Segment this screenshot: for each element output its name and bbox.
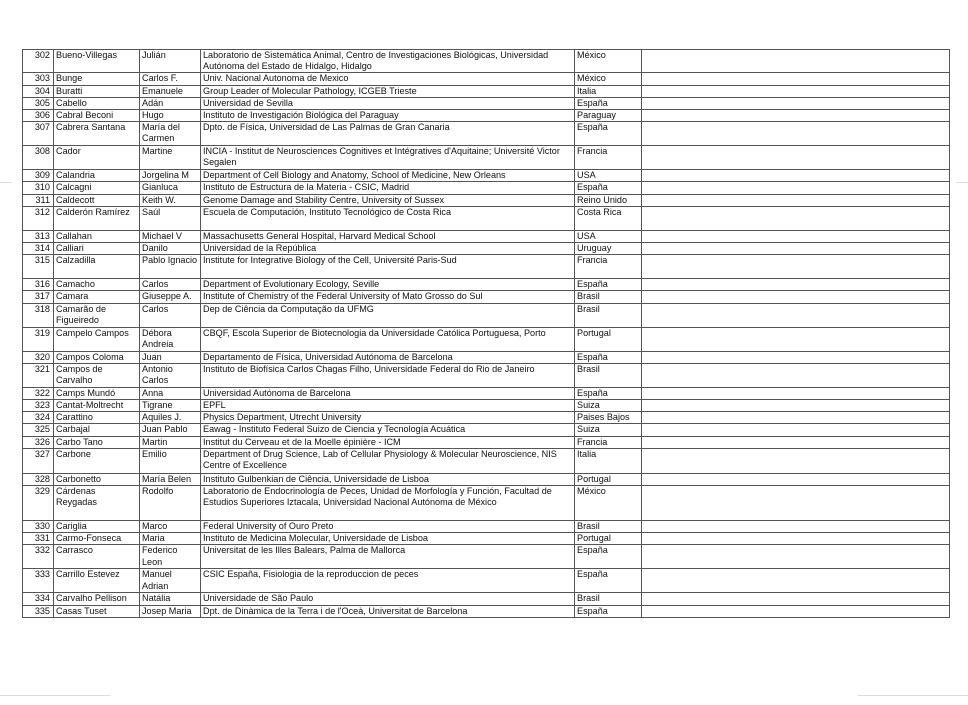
cell-institution: Instituto Gulbenkian de Ciência, Universidade de Lisboa [201, 473, 575, 485]
footer-line-left [0, 695, 110, 696]
cell-first-name: Manuel Adrian [140, 569, 201, 593]
cell-empty [642, 85, 950, 97]
cell-first-name: Carlos F. [140, 73, 201, 85]
cell-institution: Institute for Integrative Biology of the Cell, Université Paris-Sud [201, 255, 575, 279]
cell-number: 330 [23, 521, 54, 533]
cell-number: 308 [23, 146, 54, 170]
cell-first-name: Federico Leon [140, 545, 201, 569]
cell-empty [642, 521, 950, 533]
cell-number: 321 [23, 363, 54, 387]
cell-number: 328 [23, 473, 54, 485]
table-row [23, 593, 950, 605]
cell-number: 323 [23, 400, 54, 412]
cell-last-name: Cabello [54, 97, 140, 109]
cell-first-name: Natália [140, 593, 201, 605]
cell-institution: Departamento de Física, Universidad Autónoma de Barcelona [201, 351, 575, 363]
table-body [23, 50, 950, 618]
cell-institution: Group Leader of Molecular Pathology, ICGEB Trieste [201, 85, 575, 97]
cell-empty [642, 363, 950, 387]
cell-first-name: Anna [140, 387, 201, 399]
cell-country: Portugal [575, 533, 642, 545]
cell-country: Suiza [575, 400, 642, 412]
table-row [23, 303, 950, 327]
cell-first-name: Jorgelina M [140, 170, 201, 182]
cell-first-name: Pablo Ignacio [140, 255, 201, 279]
cell-number: 325 [23, 424, 54, 436]
cell-last-name: Carbajal [54, 424, 140, 436]
edge-line-left [0, 182, 12, 183]
cell-number: 313 [23, 230, 54, 242]
cell-first-name: Julián [140, 50, 201, 73]
participants-table [22, 49, 950, 618]
cell-last-name: Calliari [54, 243, 140, 255]
cell-empty [642, 194, 950, 206]
cell-country: Francia [575, 436, 642, 448]
cell-first-name: Emilio [140, 448, 201, 473]
table-row [23, 230, 950, 242]
cell-empty [642, 122, 950, 146]
cell-number: 318 [23, 303, 54, 327]
cell-country: España [575, 545, 642, 569]
cell-country: Brasil [575, 303, 642, 327]
cell-country: Reino Unido [575, 194, 642, 206]
cell-country: Francia [575, 146, 642, 170]
table-row [23, 50, 950, 73]
cell-last-name: Campos de Carvalho [54, 363, 140, 387]
cell-first-name: Antonio Carlos [140, 363, 201, 387]
table-row [23, 424, 950, 436]
cell-institution: Universidad de Sevilla [201, 97, 575, 109]
cell-country: Paises Bajos [575, 412, 642, 424]
cell-number: 329 [23, 486, 54, 521]
cell-first-name: Juan Pablo [140, 424, 201, 436]
cell-last-name: Campelo Campos [54, 327, 140, 351]
cell-last-name: Bunge [54, 73, 140, 85]
cell-institution: Eawag - Instituto Federal Suizo de Ciencia y Tecnología Acuática [201, 424, 575, 436]
cell-country: Francia [575, 255, 642, 279]
cell-empty [642, 400, 950, 412]
cell-country: Italia [575, 85, 642, 97]
cell-country: España [575, 605, 642, 617]
cell-last-name: Caldecott [54, 194, 140, 206]
cell-institution: Univ. Nacional Autonoma de Mexico [201, 73, 575, 85]
table-row [23, 436, 950, 448]
cell-last-name: Carattino [54, 412, 140, 424]
table-row [23, 255, 950, 279]
table-row [23, 110, 950, 122]
cell-empty [642, 279, 950, 291]
cell-first-name: Rodolfo [140, 486, 201, 521]
cell-first-name: Carlos [140, 303, 201, 327]
cell-number: 331 [23, 533, 54, 545]
cell-empty [642, 327, 950, 351]
cell-last-name: Bueno-Villegas [54, 50, 140, 73]
cell-empty [642, 486, 950, 521]
cell-empty [642, 303, 950, 327]
cell-country: Portugal [575, 327, 642, 351]
cell-institution: Instituto de Biofísica Carlos Chagas Filho, Universidade Federal do Rio de Janeiro [201, 363, 575, 387]
cell-institution: Federal University of Ouro Preto [201, 521, 575, 533]
cell-first-name: Michael V [140, 230, 201, 242]
cell-number: 312 [23, 206, 54, 230]
cell-last-name: Cárdenas Reygadas [54, 486, 140, 521]
cell-empty [642, 182, 950, 194]
cell-institution: Dpt. de Dinàmica de la Terra i de l'Oceà, Universitat de Barcelona [201, 605, 575, 617]
cell-number: 324 [23, 412, 54, 424]
cell-first-name: Josep Maria [140, 605, 201, 617]
cell-country: Brasil [575, 521, 642, 533]
cell-institution: Institute of Chemistry of the Federal University of Mato Grosso do Sul [201, 291, 575, 303]
cell-last-name: Cariglia [54, 521, 140, 533]
cell-empty [642, 230, 950, 242]
cell-last-name: Carrasco [54, 545, 140, 569]
cell-number: 302 [23, 50, 54, 73]
cell-empty [642, 533, 950, 545]
cell-number: 322 [23, 387, 54, 399]
cell-empty [642, 73, 950, 85]
cell-last-name: Camarão de Figueiredo [54, 303, 140, 327]
table-row [23, 85, 950, 97]
cell-number: 305 [23, 97, 54, 109]
cell-last-name: Calcagni [54, 182, 140, 194]
cell-number: 314 [23, 243, 54, 255]
cell-country: México [575, 50, 642, 73]
cell-number: 332 [23, 545, 54, 569]
cell-first-name: Carlos [140, 279, 201, 291]
table-row [23, 291, 950, 303]
table-row [23, 97, 950, 109]
cell-last-name: Carbone [54, 448, 140, 473]
table-row [23, 194, 950, 206]
cell-number: 333 [23, 569, 54, 593]
footer-line-right [858, 695, 968, 696]
cell-institution: Instituto de Investigación Biológica del Paraguay [201, 110, 575, 122]
cell-last-name: Buratti [54, 85, 140, 97]
edge-line-right [956, 182, 968, 183]
table-row [23, 486, 950, 521]
cell-country: Portugal [575, 473, 642, 485]
cell-number: 310 [23, 182, 54, 194]
table-row [23, 569, 950, 593]
cell-empty [642, 255, 950, 279]
cell-country: Brasil [575, 593, 642, 605]
cell-first-name: Martin [140, 436, 201, 448]
cell-country: España [575, 569, 642, 593]
table-row [23, 206, 950, 230]
cell-institution: Institut du Cerveau et de la Moelle épinière - ICM [201, 436, 575, 448]
cell-last-name: Calandria [54, 170, 140, 182]
cell-institution: Universitat de les Illes Balears, Palma de Mallorca [201, 545, 575, 569]
cell-number: 303 [23, 73, 54, 85]
table-row [23, 146, 950, 170]
cell-last-name: Carmo-Fonseca [54, 533, 140, 545]
cell-empty [642, 569, 950, 593]
cell-country: Suiza [575, 424, 642, 436]
table-row [23, 170, 950, 182]
table-row [23, 327, 950, 351]
cell-first-name: Danilo [140, 243, 201, 255]
cell-empty [642, 146, 950, 170]
table-row [23, 448, 950, 473]
cell-country: Italia [575, 448, 642, 473]
cell-country: Brasil [575, 363, 642, 387]
cell-institution: CBQF, Escola Superior de Biotecnologia da Universidade Católica Portuguesa, Porto [201, 327, 575, 351]
cell-country: Costa Rica [575, 206, 642, 230]
cell-institution: Instituto de Medicina Molecular, Universidade de Lisboa [201, 533, 575, 545]
cell-empty [642, 448, 950, 473]
cell-empty [642, 424, 950, 436]
cell-number: 320 [23, 351, 54, 363]
cell-institution: Dep de Ciência da Computação da UFMG [201, 303, 575, 327]
cell-empty [642, 291, 950, 303]
cell-first-name: Juan [140, 351, 201, 363]
cell-institution: Universidade de São Paulo [201, 593, 575, 605]
cell-empty [642, 387, 950, 399]
cell-institution: Universidad Autónoma de Barcelona [201, 387, 575, 399]
table-row [23, 605, 950, 617]
cell-first-name: Tigrane [140, 400, 201, 412]
cell-number: 307 [23, 122, 54, 146]
table-row [23, 243, 950, 255]
cell-number: 309 [23, 170, 54, 182]
cell-empty [642, 110, 950, 122]
cell-first-name: Saúl [140, 206, 201, 230]
cell-country: Uruguay [575, 243, 642, 255]
cell-institution: CSIC España, Fisiologia de la reproduccion de peces [201, 569, 575, 593]
cell-empty [642, 97, 950, 109]
cell-first-name: Débora Andreia [140, 327, 201, 351]
cell-first-name: Adán [140, 97, 201, 109]
table-row [23, 521, 950, 533]
cell-country: USA [575, 230, 642, 242]
cell-first-name: Martine [140, 146, 201, 170]
cell-country: Brasil [575, 291, 642, 303]
cell-first-name: Keith W. [140, 194, 201, 206]
cell-institution: Department of Drug Science, Lab of Cellular Physiology & Molecular Neuroscience, NIS Centre of Excellence [201, 448, 575, 473]
cell-first-name: Marco [140, 521, 201, 533]
cell-empty [642, 243, 950, 255]
cell-first-name: Giuseppe A. [140, 291, 201, 303]
cell-country: Paraguay [575, 110, 642, 122]
cell-institution: Department of Evolutionary Ecology, Seville [201, 279, 575, 291]
cell-last-name: Calzadilla [54, 255, 140, 279]
cell-last-name: Camacho [54, 279, 140, 291]
cell-number: 326 [23, 436, 54, 448]
table-row [23, 182, 950, 194]
cell-first-name: María Belen [140, 473, 201, 485]
cell-institution: Massachusetts General Hospital, Harvard Medical School [201, 230, 575, 242]
cell-empty [642, 473, 950, 485]
cell-number: 306 [23, 110, 54, 122]
cell-first-name: Aquiles J. [140, 412, 201, 424]
cell-number: 335 [23, 605, 54, 617]
cell-first-name: María del Carmen [140, 122, 201, 146]
cell-country: España [575, 182, 642, 194]
table-row [23, 122, 950, 146]
cell-institution: Laboratorio de Endocrinología de Peces, Unidad de Morfología y Función, Facultad de Estudios Superiores Iztacala, Universidad Nacional Autónoma de México [201, 486, 575, 521]
cell-country: España [575, 351, 642, 363]
cell-institution: EPFL [201, 400, 575, 412]
table-row [23, 73, 950, 85]
cell-number: 315 [23, 255, 54, 279]
cell-number: 317 [23, 291, 54, 303]
table-row [23, 387, 950, 399]
cell-last-name: Cabrera Santana [54, 122, 140, 146]
table-row [23, 351, 950, 363]
cell-last-name: Calderón Ramírez [54, 206, 140, 230]
cell-country: USA [575, 170, 642, 182]
cell-country: México [575, 486, 642, 521]
cell-last-name: Carbonetto [54, 473, 140, 485]
cell-empty [642, 206, 950, 230]
cell-empty [642, 170, 950, 182]
cell-number: 334 [23, 593, 54, 605]
cell-last-name: Cabral Beconi [54, 110, 140, 122]
cell-last-name: Campos Coloma [54, 351, 140, 363]
cell-last-name: Cantat-Moltrecht [54, 400, 140, 412]
cell-first-name: Hugo [140, 110, 201, 122]
cell-empty [642, 351, 950, 363]
table-row [23, 412, 950, 424]
cell-number: 327 [23, 448, 54, 473]
cell-institution: Department of Cell Biology and Anatomy, School of Medicine, New Orleans [201, 170, 575, 182]
cell-institution: Instituto de Estructura de la Materia - CSIC, Madrid [201, 182, 575, 194]
cell-institution: Dpto. de Física, Universidad de Las Palmas de Gran Canaria [201, 122, 575, 146]
cell-institution: Physics Department, Utrecht University [201, 412, 575, 424]
cell-first-name: Gianluca [140, 182, 201, 194]
cell-last-name: Carbo Tano [54, 436, 140, 448]
cell-last-name: Carvalho Pellison [54, 593, 140, 605]
cell-empty [642, 412, 950, 424]
cell-empty [642, 436, 950, 448]
cell-first-name: Emanuele [140, 85, 201, 97]
cell-institution: Genome Damage and Stability Centre, University of Sussex [201, 194, 575, 206]
table-row [23, 473, 950, 485]
cell-institution: Universidad de la República [201, 243, 575, 255]
cell-last-name: Camara [54, 291, 140, 303]
cell-institution: Escuela de Computación, Instituto Tecnológico de Costa Rica [201, 206, 575, 230]
cell-country: España [575, 279, 642, 291]
cell-institution: Laboratorio de Sistemática Animal, Centro de Investigaciones Biológicas, Universidad Autónoma del Estado de Hidalgo, Hidalgo [201, 50, 575, 73]
table-row [23, 279, 950, 291]
cell-number: 319 [23, 327, 54, 351]
table-row [23, 400, 950, 412]
cell-empty [642, 50, 950, 73]
cell-country: España [575, 387, 642, 399]
cell-number: 304 [23, 85, 54, 97]
cell-last-name: Casas Tuset [54, 605, 140, 617]
cell-country: España [575, 122, 642, 146]
cell-last-name: Camps Mundó [54, 387, 140, 399]
cell-empty [642, 545, 950, 569]
table-row [23, 363, 950, 387]
cell-country: México [575, 73, 642, 85]
cell-last-name: Carrillo Estevez [54, 569, 140, 593]
cell-institution: INCIA - Institut de Neurosciences Cognitives et Intégratives d'Aquitaine; Université Victor Segalen [201, 146, 575, 170]
cell-last-name: Callahan [54, 230, 140, 242]
cell-number: 311 [23, 194, 54, 206]
table-row [23, 533, 950, 545]
cell-number: 316 [23, 279, 54, 291]
cell-first-name: Maria [140, 533, 201, 545]
table-row [23, 545, 950, 569]
cell-country: España [575, 97, 642, 109]
cell-empty [642, 605, 950, 617]
cell-empty [642, 593, 950, 605]
cell-last-name: Cador [54, 146, 140, 170]
